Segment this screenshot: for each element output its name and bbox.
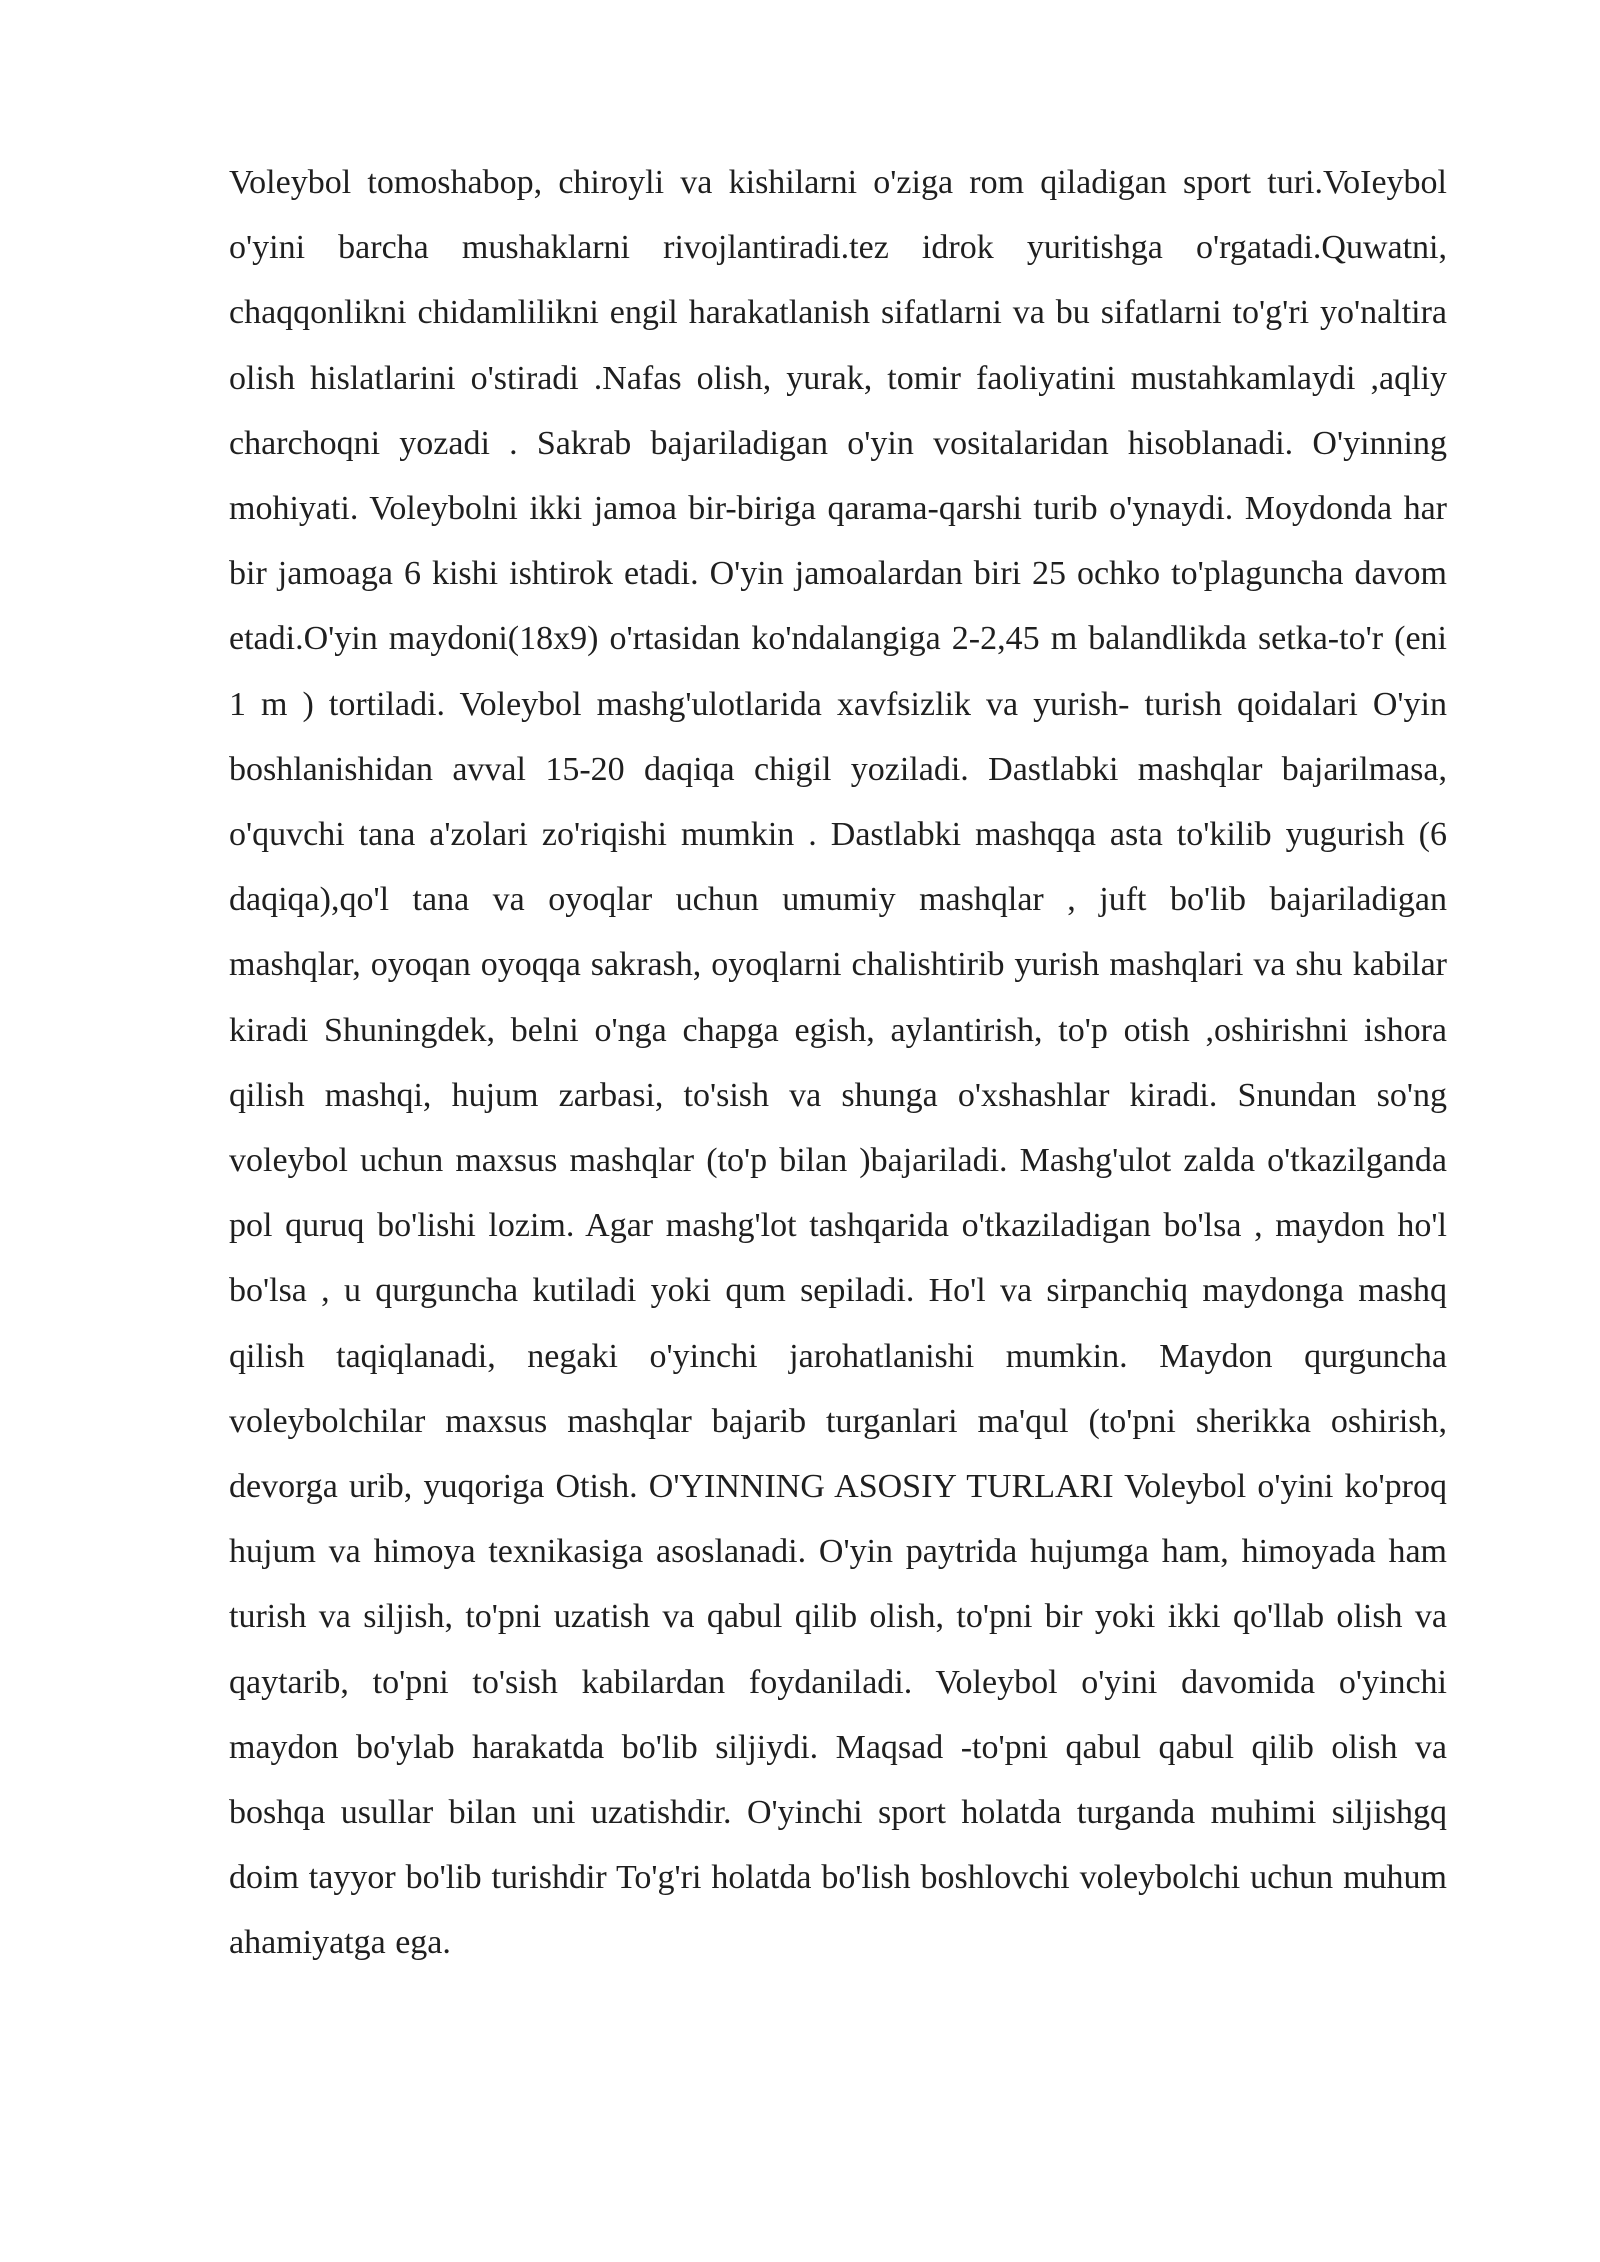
body-paragraph: Voleybol tomoshabop, chiroyli va kishilarni o'ziga rom qiladigan sport turi.VoIeybol o'yini barcha mushaklarni rivojlantiradi.tez idrok yuritishga o'rgatadi.Quwatni, chaqqonlikni chidamlilikni engil harakatlanish sifatlarni va bu sifatlarni to'g'ri yo'naltira olish hislatlarini o'stiradi .Nafas olish, yurak, tomir faoliyatini mustahkamlaydi ,aqliy charchoqni yozadi . Sakrab bajariladigan o'yin vositalaridan hisoblanadi. O'yinning mohiyati. Voleybolni ikki jamoa bir-biriga qarama-qarshi turib o'ynaydi. Moydonda har bir jamoaga 6 kishi ishtirok etadi. O'yin jamoalardan biri 25 ochko to'plaguncha davom etadi.O'yin maydoni(18x9) o'rtasidan ko'ndalangiga 2-2,45 m balandlikda setka-to'r (eni 1 m ) tortiladi. Voleybol mashg'ulotlarida xavfsizlik va yurish- turish qoidalari O'yin boshlanishidan avval 15-20 daqiqa chigil yoziladi. Dastlabki mashqlar bajarilmasa, o'quvchi tana a'zolari zo'riqishi mumkin . Dastlabki mashqqa asta to'kilib yugurish (6 daqiqa),qo'l tana va oyoqlar uchun umumiy mashqlar , juft bo'lib bajariladigan mashqlar, oyoqan oyoqqa sakrash, oyoqlarni chalishtirib yurish mashqlari va shu kabilar kiradi Shuningdek, belni o'nga chapga egish, aylantirish, to'p otish ,oshirishni ishora qilish mashqi, hujum zarbasi, to'sish va shunga o'xshashlar kiradi. Snundan so'ng voleybol uchun maxsus mashqlar (to'p bilan )bajariladi. Mashg'ulot zalda o'tkazilganda pol quruq bo'lishi lozim. Agar mashg'lot tashqarida o'tkaziladigan bo'lsa , maydon ho'l bo'lsa , u qurguncha kutiladi yoki qum sepiladi. Ho'l va sirpanchiq maydonga mashq qilish taqiqlanadi, negaki o'yinchi jarohatlanishi mumkin. Maydon qurguncha voleybolchilar maxsus mashqlar bajarib turganlari ma'qul (to'pni sherikka oshirish, devorga urib, yuqoriga Otish. O'YINNING ASOSIY TURLARI Voleybol o'yini ko'proq hujum va himoya texnikasiga asoslanadi. O'yin paytrida hujumga ham, himoyada ham turish va siljish, to'pni uzatish va qabul qilib olish, to'pni bir yoki ikki qo'llab olish va qaytarib, to'pni to'sish kabilardan foydaniladi. Voleybol o'yini davomida o'yinchi maydon bo'ylab harakatda bo'lib siljiydi. Maqsad -to'pni qabul qabul qilib olish va boshqa usullar bilan uni uzatishdir. O'yinchi sport holatda turganda muhimi siljishgq doim tayyor bo'lib turishdir To'g'ri holatda bo'lish boshlovchi voleybolchi uchun muhum ahamiyatga ega.: [229, 164, 1447, 1962]
